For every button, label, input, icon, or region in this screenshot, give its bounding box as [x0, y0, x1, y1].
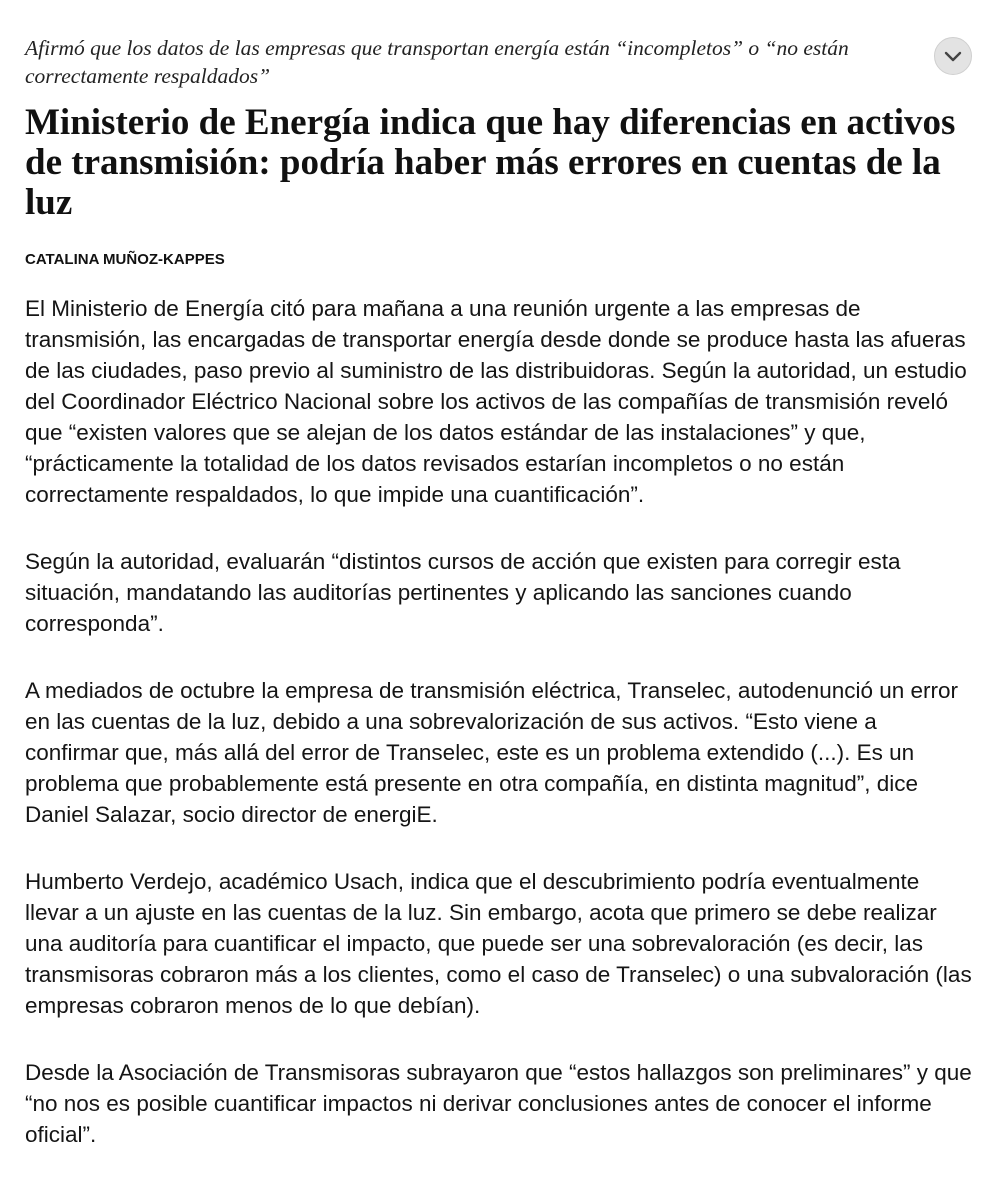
article: [25, 34, 975, 1186]
article-paragraph: A mediados de octubre la empresa de transmisión eléctrica, Transelec, autodenunció un error en las cuentas de la luz, debido a una sobrevalorización de sus activos. “Esto viene a confirmar que, más allá del error de Transelec, este es un problema extendido (...). Es un problema que probablemente está presente en otra compañía, en distinta magnitud”, dice Daniel Salazar, socio director de energiE.: [25, 678, 959, 827]
collapse-button[interactable]: [934, 37, 972, 75]
article-paragraph: Desde la Asociación de Transmisoras subrayaron que “estos hallazgos son preliminares” y que “no nos es posible cuantificar impactos ni derivar conclusiones antes de conocer el informe oficial”.: [25, 1060, 972, 1147]
article-paragraph: El Ministerio de Energía citó para mañana a una reunión urgente a las empresas de transmisión, las encargadas de transportar energía desde donde se produce hasta las afueras de las ciudades, paso previo al suministro de las distribuidoras. Según la autoridad, un estudio del Coordinador Eléctrico Nacional sobre los activos de las compañías de transmisión reveló que “existen valores que se alejan de los datos estándar de las instalaciones” y que, “prácticamente la totalidad de los datos revisados estarían incompletos o no están correctamente respaldados, lo que impide una cuantificación”.: [25, 296, 967, 507]
author-byline: CATALINA MUÑOZ-KAPPES: [25, 251, 225, 268]
chevron-down-icon: [944, 51, 962, 62]
article-headline: Ministerio de Energía indica que hay diferencias en activos de transmisión: podría haber más errores en cuentas de la luz: [25, 102, 956, 223]
article-body: [25, 293, 975, 1150]
article-paragraph: Humberto Verdejo, académico Usach, indica que el descubrimiento podría eventualmente llevar a un ajuste en las cuentas de la luz. Sin embargo, acota que primero se debe realizar una auditoría para cuantificar el impacto, que puede ser una sobrevaloración (es decir, las transmisoras cobraron más a los clientes, como el caso de Transelec) o una subvaloración (las empresas cobraron menos de lo que debían).: [25, 869, 972, 1018]
article-header: [25, 34, 975, 90]
article-subtitle: Afirmó que los datos de las empresas que transportan energía están “incompletos” o “no están correctamente respaldados”: [25, 36, 849, 88]
article-paragraph: Según la autoridad, evaluarán “distintos cursos de acción que existen para corregir esta situación, mandatando las auditorías pertinentes y aplicando las sanciones cuando corresponda”.: [25, 549, 901, 636]
